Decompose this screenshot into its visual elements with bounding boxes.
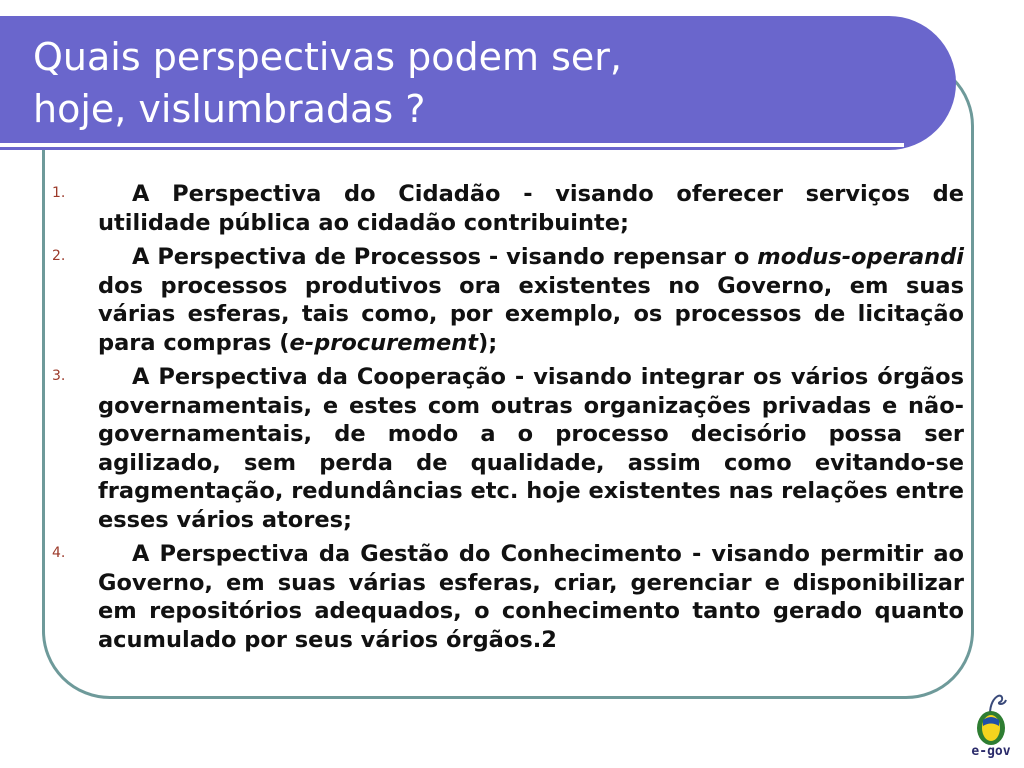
list-item <box>52 540 964 654</box>
slide-title <box>33 31 913 135</box>
title-underline <box>0 143 904 147</box>
list-item <box>52 243 964 357</box>
list-item-text <box>98 363 964 534</box>
italic-term: modus-operandi <box>757 244 964 270</box>
list-item-number: 3. <box>52 368 66 384</box>
text-segment: A Perspectiva da Gestão do Conhecimento - visando permitir ao Governo, em suas várias esferas, criar, gerenciar e disponibilizar em repositórios adequados, o conhecimento tanto gerado quanto acumulado por seus vários órgãos.2 <box>98 541 964 653</box>
italic-term: e-procurement <box>289 329 478 356</box>
list-item-number: 1. <box>52 185 66 201</box>
text-segment: A Perspectiva de Processos - visando repensar o <box>132 244 758 270</box>
list-item <box>52 180 964 237</box>
list-item-text <box>98 180 964 237</box>
mouse-with-cable-icon <box>960 690 1022 746</box>
list-item-number: 2. <box>52 248 66 264</box>
text-segment: A Perspectiva do Cidadão - visando oferecer serviços de utilidade pública ao cidadão contribuinte; <box>98 181 964 236</box>
list-item <box>52 363 964 534</box>
list-item-number: 4. <box>52 545 66 561</box>
egov-logo <box>960 690 1022 764</box>
title-banner <box>0 16 956 150</box>
text-segment: A Perspectiva da Cooperação - visando integrar os vários órgãos governamentais, e estes com outras organizações privadas e não-governamentais, de modo a o processo decisório possa ser agilizado, sem perda de qualidade, assim como evitando-se fragmentação, redundâncias etc. hoje existentes nas relações entre esses vários atores; <box>98 364 964 533</box>
list-item-text <box>98 243 964 357</box>
logo-text: e-gov <box>971 744 1011 759</box>
title-line-2: hoje, vislumbradas ? <box>33 87 426 131</box>
list-item-text <box>98 540 964 654</box>
text-segment: ); <box>478 329 498 356</box>
title-line-1: Quais perspectivas podem ser, <box>33 35 622 79</box>
perspectives-list <box>52 180 964 660</box>
text-segment: dos processos produtivos ora existentes no Governo, em suas várias esferas, tais como, por exemplo, os processos de licitação para compras ( <box>98 272 964 356</box>
